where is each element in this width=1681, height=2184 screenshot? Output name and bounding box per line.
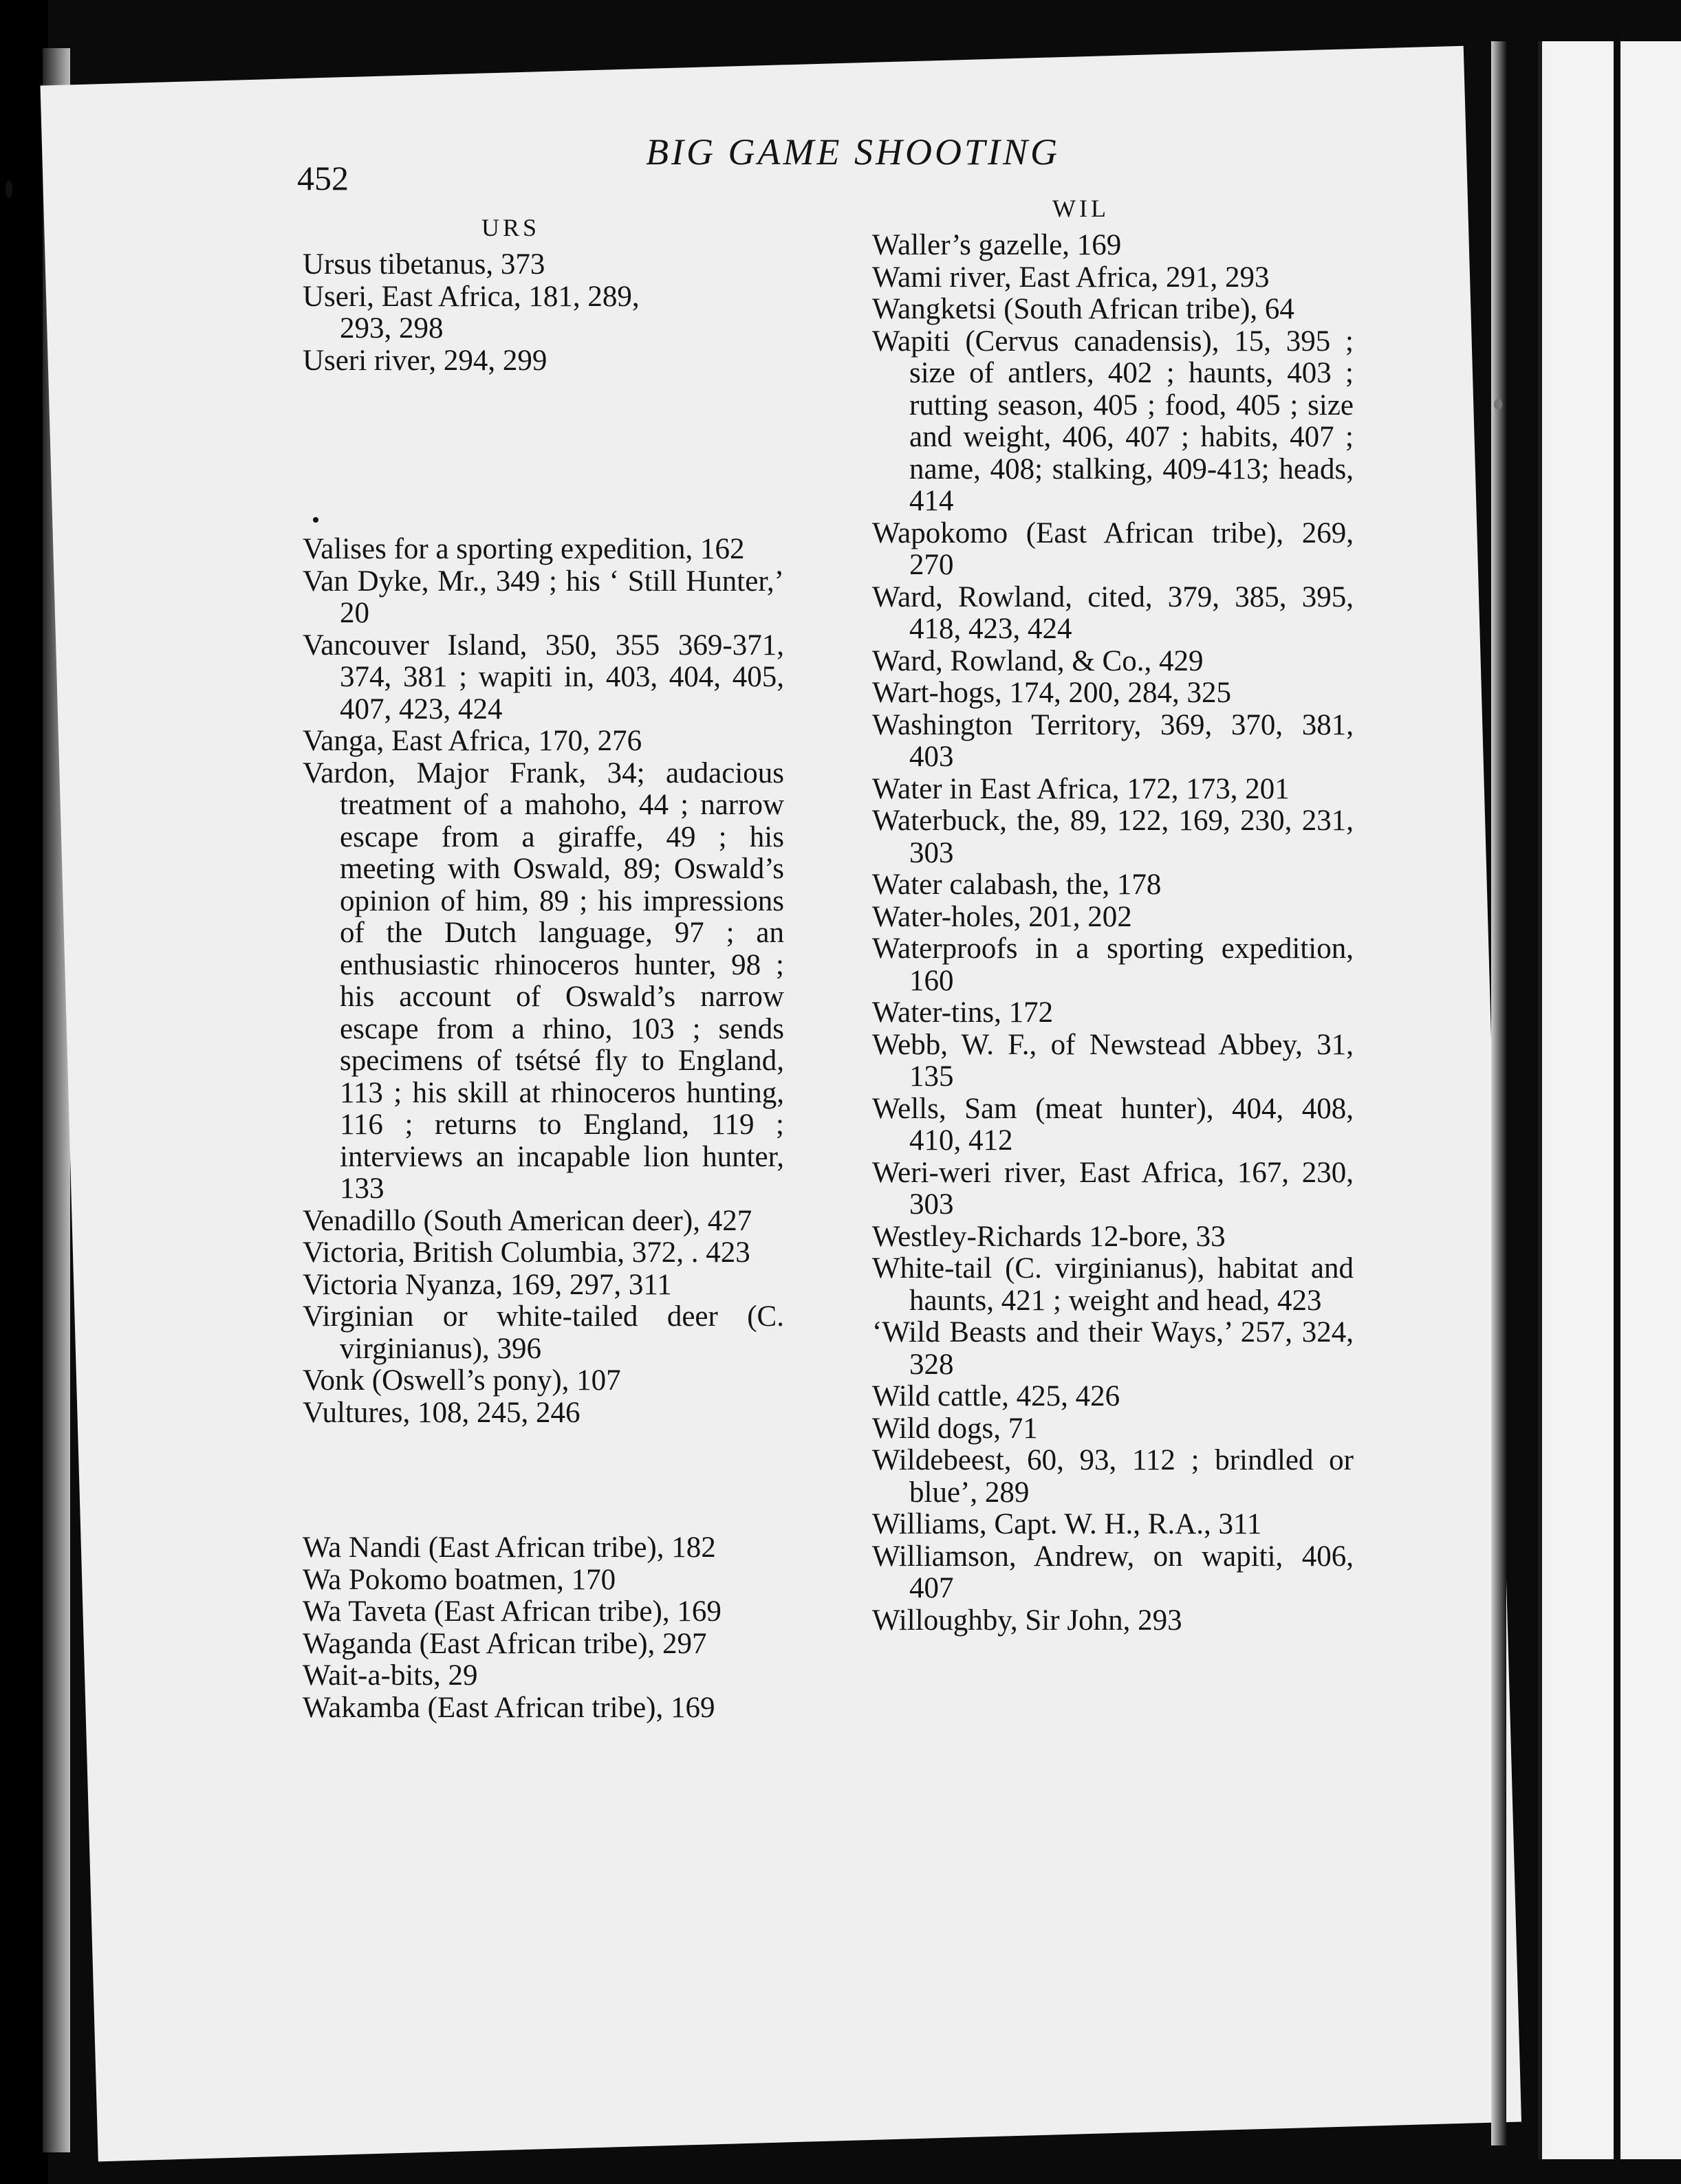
index-entry: Van Dyke, Mr., 349 ; his ‘ Still Hunter,’ 20 [303,565,784,629]
index-entry: Westley-Richards 12-bore, 33 [872,1220,1226,1253]
page-right-edge [1491,41,1506,2145]
index-entry: Vancouver Island, 350, 355 369-371, 374, 381 ; wapiti in, 403, 404, 405, 407, 423, 424 [303,629,784,725]
index-entry: Vonk (Oswell’s pony), 107 [303,1364,621,1397]
scan-speck [6,180,12,198]
index-entry: Washington Territory, 369, 370, 381, 403 [872,708,1354,773]
index-entry: Water in East Africa, 172, 173, 201 [872,772,1290,805]
scan-left-edge [0,0,48,2184]
index-entry: Waterproofs in a sporting expedition, 160 [872,932,1354,997]
index-entry: Useri river, 294, 299 [303,344,547,377]
left-column-catchword: URS [481,214,541,241]
index-entry: Wakamba (East African tribe), 169 [303,1691,715,1724]
index-entry: Wa Pokomo boatmen, 170 [303,1563,616,1596]
index-entry: Webb, W. F., of Newstead Abbey, 31, 135 [872,1028,1354,1093]
index-entry: Victoria Nyanza, 169, 297, 311 [303,1268,672,1301]
index-entry: ‘Wild Beasts and their Ways,’ 257, 324, 328 [872,1316,1354,1381]
index-entry: Water-tins, 172 [872,996,1054,1029]
index-entry: Ward, Rowland, & Co., 429 [872,644,1204,677]
index-entry: Williamson, Andrew, on wapiti, 406, 407 [872,1540,1354,1604]
index-entry: Vardon, Major Frank, 34; audacious treatment of a mahoho, 44 ; narrow escape from a giraffe, 49 ; his meeting with Oswald, 89; Oswald’s opinion of him, 89 ; his impressions of the Dutch language, 97 ; an enthusiastic rhinoceros hunter, 98 ; his account of Oswald’s narrow escape from a rhino, 103 ; sends specimens of tsétsé fly to England, 113 ; his skill at rhinoceros hunting, 116 ; returns to England, 119 ; interviews an incapable lion hunter, 133 [303,756,784,1205]
index-entry: White-tail (C. virginianus), habitat and haunts, 421 ; weight and head, 423 [872,1252,1354,1317]
index-entry: Wami river, East Africa, 291, 293 [872,261,1270,294]
index-entry: Weri-weri river, East Africa, 167, 230, 303 [872,1156,1354,1221]
index-entry: Wells, Sam (meat hunter), 404, 408, 410, 412 [872,1092,1354,1157]
index-entry: Wangketsi (South African tribe), 64 [872,293,1294,325]
index-entry: Wart-hogs, 174, 200, 284, 325 [872,677,1232,709]
letter-section-gap [303,377,784,534]
index-entry: Willoughby, Sir John, 293 [872,1604,1182,1637]
index-entry: Wapokomo (East African tribe), 269, 270 [872,516,1354,581]
index-entry: Wapiti (Cervus canadensis), 15, 395 ; size of antlers, 402 ; haunts, 403 ; rutting season, 405 ; food, 405 ; size and weight, 406, 407 ; habits, 407 ; name, 408; stalking, 409-413; heads, 414 [872,325,1354,517]
index-entry: Venadillo (South American deer), 427 [303,1204,752,1237]
index-entry: Virginian or white-tailed deer (C. virginianus), 396 [303,1300,784,1365]
index-column-right [872,230,1354,1637]
facing-page-edge [1538,41,1681,2159]
facing-page-shadow [1614,28,1620,2159]
index-entry: Wa Nandi (East African tribe), 182 [303,1531,716,1564]
index-entry: Ursus tibetanus, 373 [303,248,545,281]
index-entry: Waller’s gazelle, 169 [872,229,1122,261]
index-entry: Wild dogs, 71 [872,1412,1038,1445]
index-entry: Victoria, British Columbia, 372, . 423 [303,1236,750,1269]
running-head-title: BIG GAME SHOOTING [646,131,1060,173]
page-number: 452 [297,159,349,197]
scan-speck [1494,399,1502,410]
index-entry: Vanga, East Africa, 170, 276 [303,725,642,757]
letter-section-gap [303,1429,784,1532]
index-column-left [303,249,784,1724]
index-entry: Vultures, 108, 245, 246 [303,1396,581,1429]
index-entry: Waterbuck, the, 89, 122, 169, 230, 231, 303 [872,805,1354,869]
index-entry: Water calabash, the, 178 [872,869,1162,901]
index-entry: Useri, East Africa, 181, 289, 293, 298 [303,280,640,345]
index-entry: Wait-a-bits, 29 [303,1659,478,1692]
index-entry: Williams, Capt. W. H., R.A., 311 [872,1508,1262,1540]
index-entry: Waganda (East African tribe), 297 [303,1627,707,1660]
index-entry: Ward, Rowland, cited, 379, 385, 395, 418, 423, 424 [872,580,1354,645]
index-entry: Wa Taveta (East African tribe), 169 [303,1595,722,1628]
index-entry: Wildebeest, 60, 93, 112 ; brindled or blue’, 289 [872,1444,1354,1509]
right-column-catchword: WIL [1052,195,1109,222]
index-entry: Wild cattle, 425, 426 [872,1380,1120,1412]
index-entry: Valises for a sporting expedition, 162 [303,533,745,565]
index-entry: Water-holes, 201, 202 [872,900,1132,933]
